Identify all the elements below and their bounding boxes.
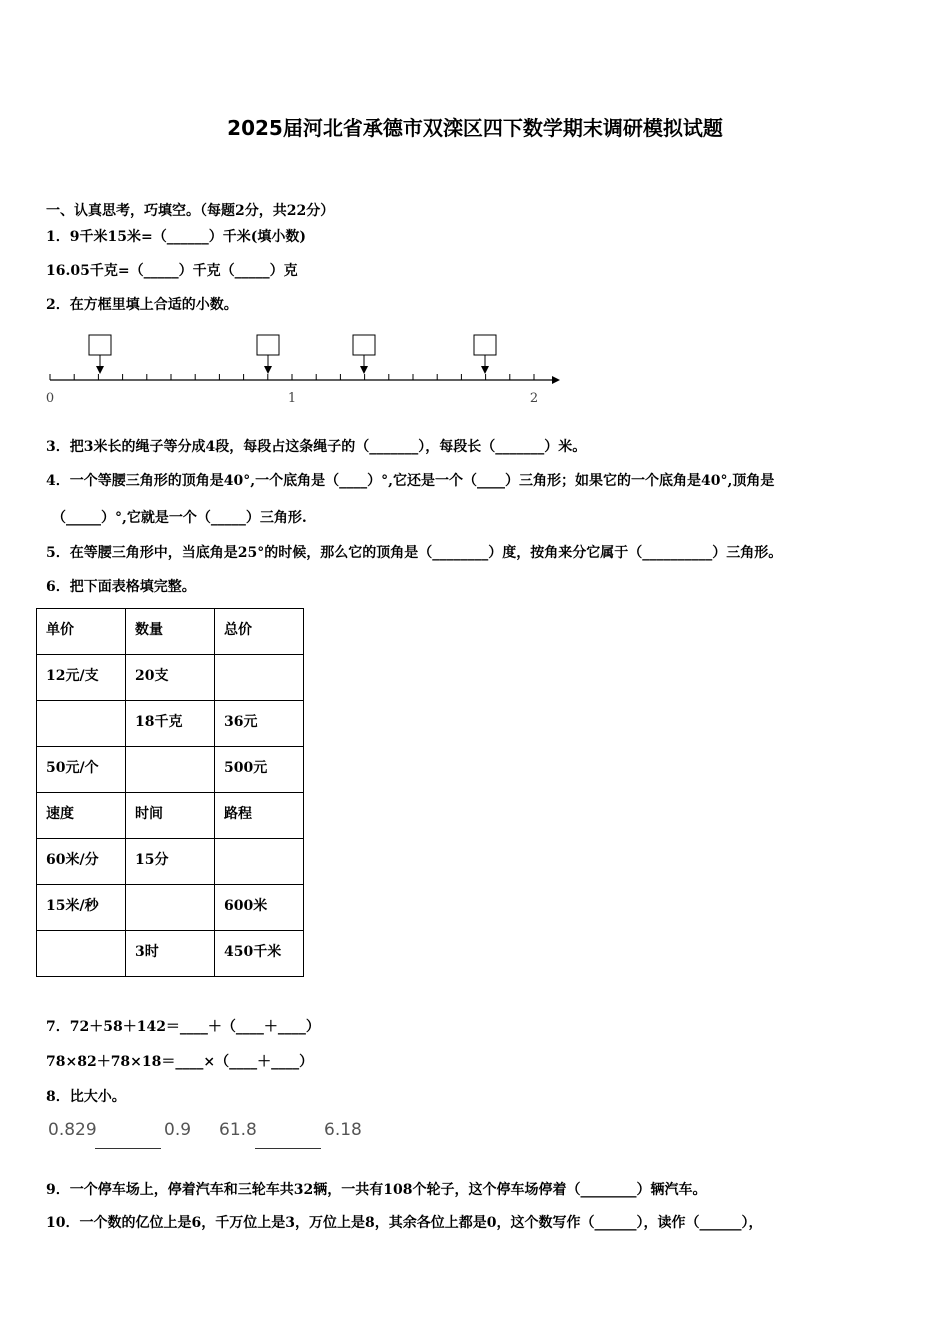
- question-7b: 78×82＋78×18＝____×（____＋____）: [46, 1054, 314, 1070]
- compare-blank: [95, 1148, 161, 1149]
- table-cell: [37, 609, 126, 655]
- table-cell-text: 36元: [224, 714, 258, 730]
- answer-box: [474, 335, 496, 355]
- table-cell: [215, 609, 304, 655]
- question-8: 8．比大小。: [46, 1089, 126, 1105]
- question-10: 10．一个数的亿位上是6，千万位上是3，万位上是8，其余各位上都是0，这个数写作（______），读作（______），: [46, 1215, 763, 1231]
- table-row: [37, 931, 304, 977]
- number-line-label: 1: [287, 391, 297, 406]
- table-cell: [126, 609, 215, 655]
- table-cell-text: 数量: [135, 622, 163, 638]
- table-cell-text: 总价: [224, 622, 252, 638]
- table-cell: [215, 655, 304, 701]
- section-heading: 一、认真思考，巧填空。（每题2分，共22分）: [46, 203, 335, 219]
- table-cell: [126, 885, 215, 931]
- table-cell: [37, 747, 126, 793]
- table-cell: [126, 747, 215, 793]
- table-cell: [37, 701, 126, 747]
- table-cell: [37, 655, 126, 701]
- compare-value: 0.829: [48, 1120, 97, 1140]
- table-cell-text: 60米/分: [46, 852, 99, 868]
- table-cell-text: 3时: [135, 944, 159, 960]
- answer-box: [89, 335, 111, 355]
- table-cell: [37, 885, 126, 931]
- table-row: [37, 609, 304, 655]
- table-cell: [126, 655, 215, 701]
- question-4a: 4．一个等腰三角形的顶角是40°,一个底角是（____）°,它还是一个（____）三角形；如果它的一个底角是40°,顶角是: [46, 473, 775, 489]
- question-2: 2．在方框里填上合适的小数。: [46, 297, 238, 313]
- table-cell: [37, 793, 126, 839]
- table-cell: [215, 701, 304, 747]
- table-cell-text: 15分: [135, 852, 169, 868]
- compare-value: 61.8: [219, 1120, 257, 1140]
- table-cell-text: 时间: [135, 806, 163, 822]
- table-cell-text: 600米: [224, 898, 268, 914]
- table-cell-text: 18千克: [135, 714, 183, 730]
- table-row: [37, 655, 304, 701]
- table-cell: [37, 931, 126, 977]
- table-row: [37, 885, 304, 931]
- table-cell-text: 12元/支: [46, 668, 99, 684]
- compare-value: 0.9: [164, 1120, 192, 1140]
- fill-table: [36, 608, 304, 977]
- table-cell: [215, 839, 304, 885]
- table-cell: [126, 793, 215, 839]
- table-row: [37, 839, 304, 885]
- answer-box: [353, 335, 375, 355]
- question-4b: （_____）°,它就是一个（_____）三角形.: [52, 510, 307, 526]
- question-1b: 16.05千克=（_____）千克（_____）克: [46, 263, 298, 279]
- table-cell: [215, 747, 304, 793]
- table-cell: [215, 885, 304, 931]
- table-cell-text: 500元: [224, 760, 268, 776]
- table-row: [37, 747, 304, 793]
- table-cell-text: 450千米: [224, 944, 282, 960]
- number-line-label: 0: [45, 391, 55, 406]
- compare-value: 6.18: [324, 1120, 362, 1140]
- question-1a: 1．9千米15米=（______）千米(填小数): [46, 229, 306, 245]
- table-cell: [126, 701, 215, 747]
- page-title: 2025届河北省承德市双滦区四下数学期末调研模拟试题: [227, 116, 723, 140]
- table-cell: [215, 931, 304, 977]
- number-line-label: 2: [529, 391, 539, 406]
- table-row: [37, 701, 304, 747]
- table-cell-text: 单价: [46, 622, 74, 638]
- table-cell: [37, 839, 126, 885]
- table-cell: [215, 793, 304, 839]
- question-9: 9．一个停车场上，停着汽车和三轮车共32辆，一共有108个轮子，这个停车场停着（________）辆汽车。: [46, 1182, 707, 1198]
- compare-blank: [255, 1148, 321, 1149]
- table-cell-text: 20支: [135, 668, 169, 684]
- table-cell-text: 50元/个: [46, 760, 99, 776]
- question-7a: 7．72＋58＋142＝____＋（____＋____）: [46, 1019, 320, 1035]
- question-3: 3．把3米长的绳子等分成4段，每段占这条绳子的（_______），每段长（_______）米。: [46, 439, 587, 455]
- table-cell-text: 路程: [224, 806, 252, 822]
- table-cell-text: 15米/秒: [46, 898, 99, 914]
- table-cell: [126, 839, 215, 885]
- table-cell: [126, 931, 215, 977]
- table-cell-text: 速度: [46, 806, 74, 822]
- question-5: 5．在等腰三角形中，当底角是25°的时候，那么它的顶角是（________）度，按角来分它属于（__________）三角形。: [46, 545, 783, 561]
- table-row: [37, 793, 304, 839]
- question-6: 6．把下面表格填完整。: [46, 579, 196, 595]
- number-line: [44, 330, 574, 410]
- answer-box: [257, 335, 279, 355]
